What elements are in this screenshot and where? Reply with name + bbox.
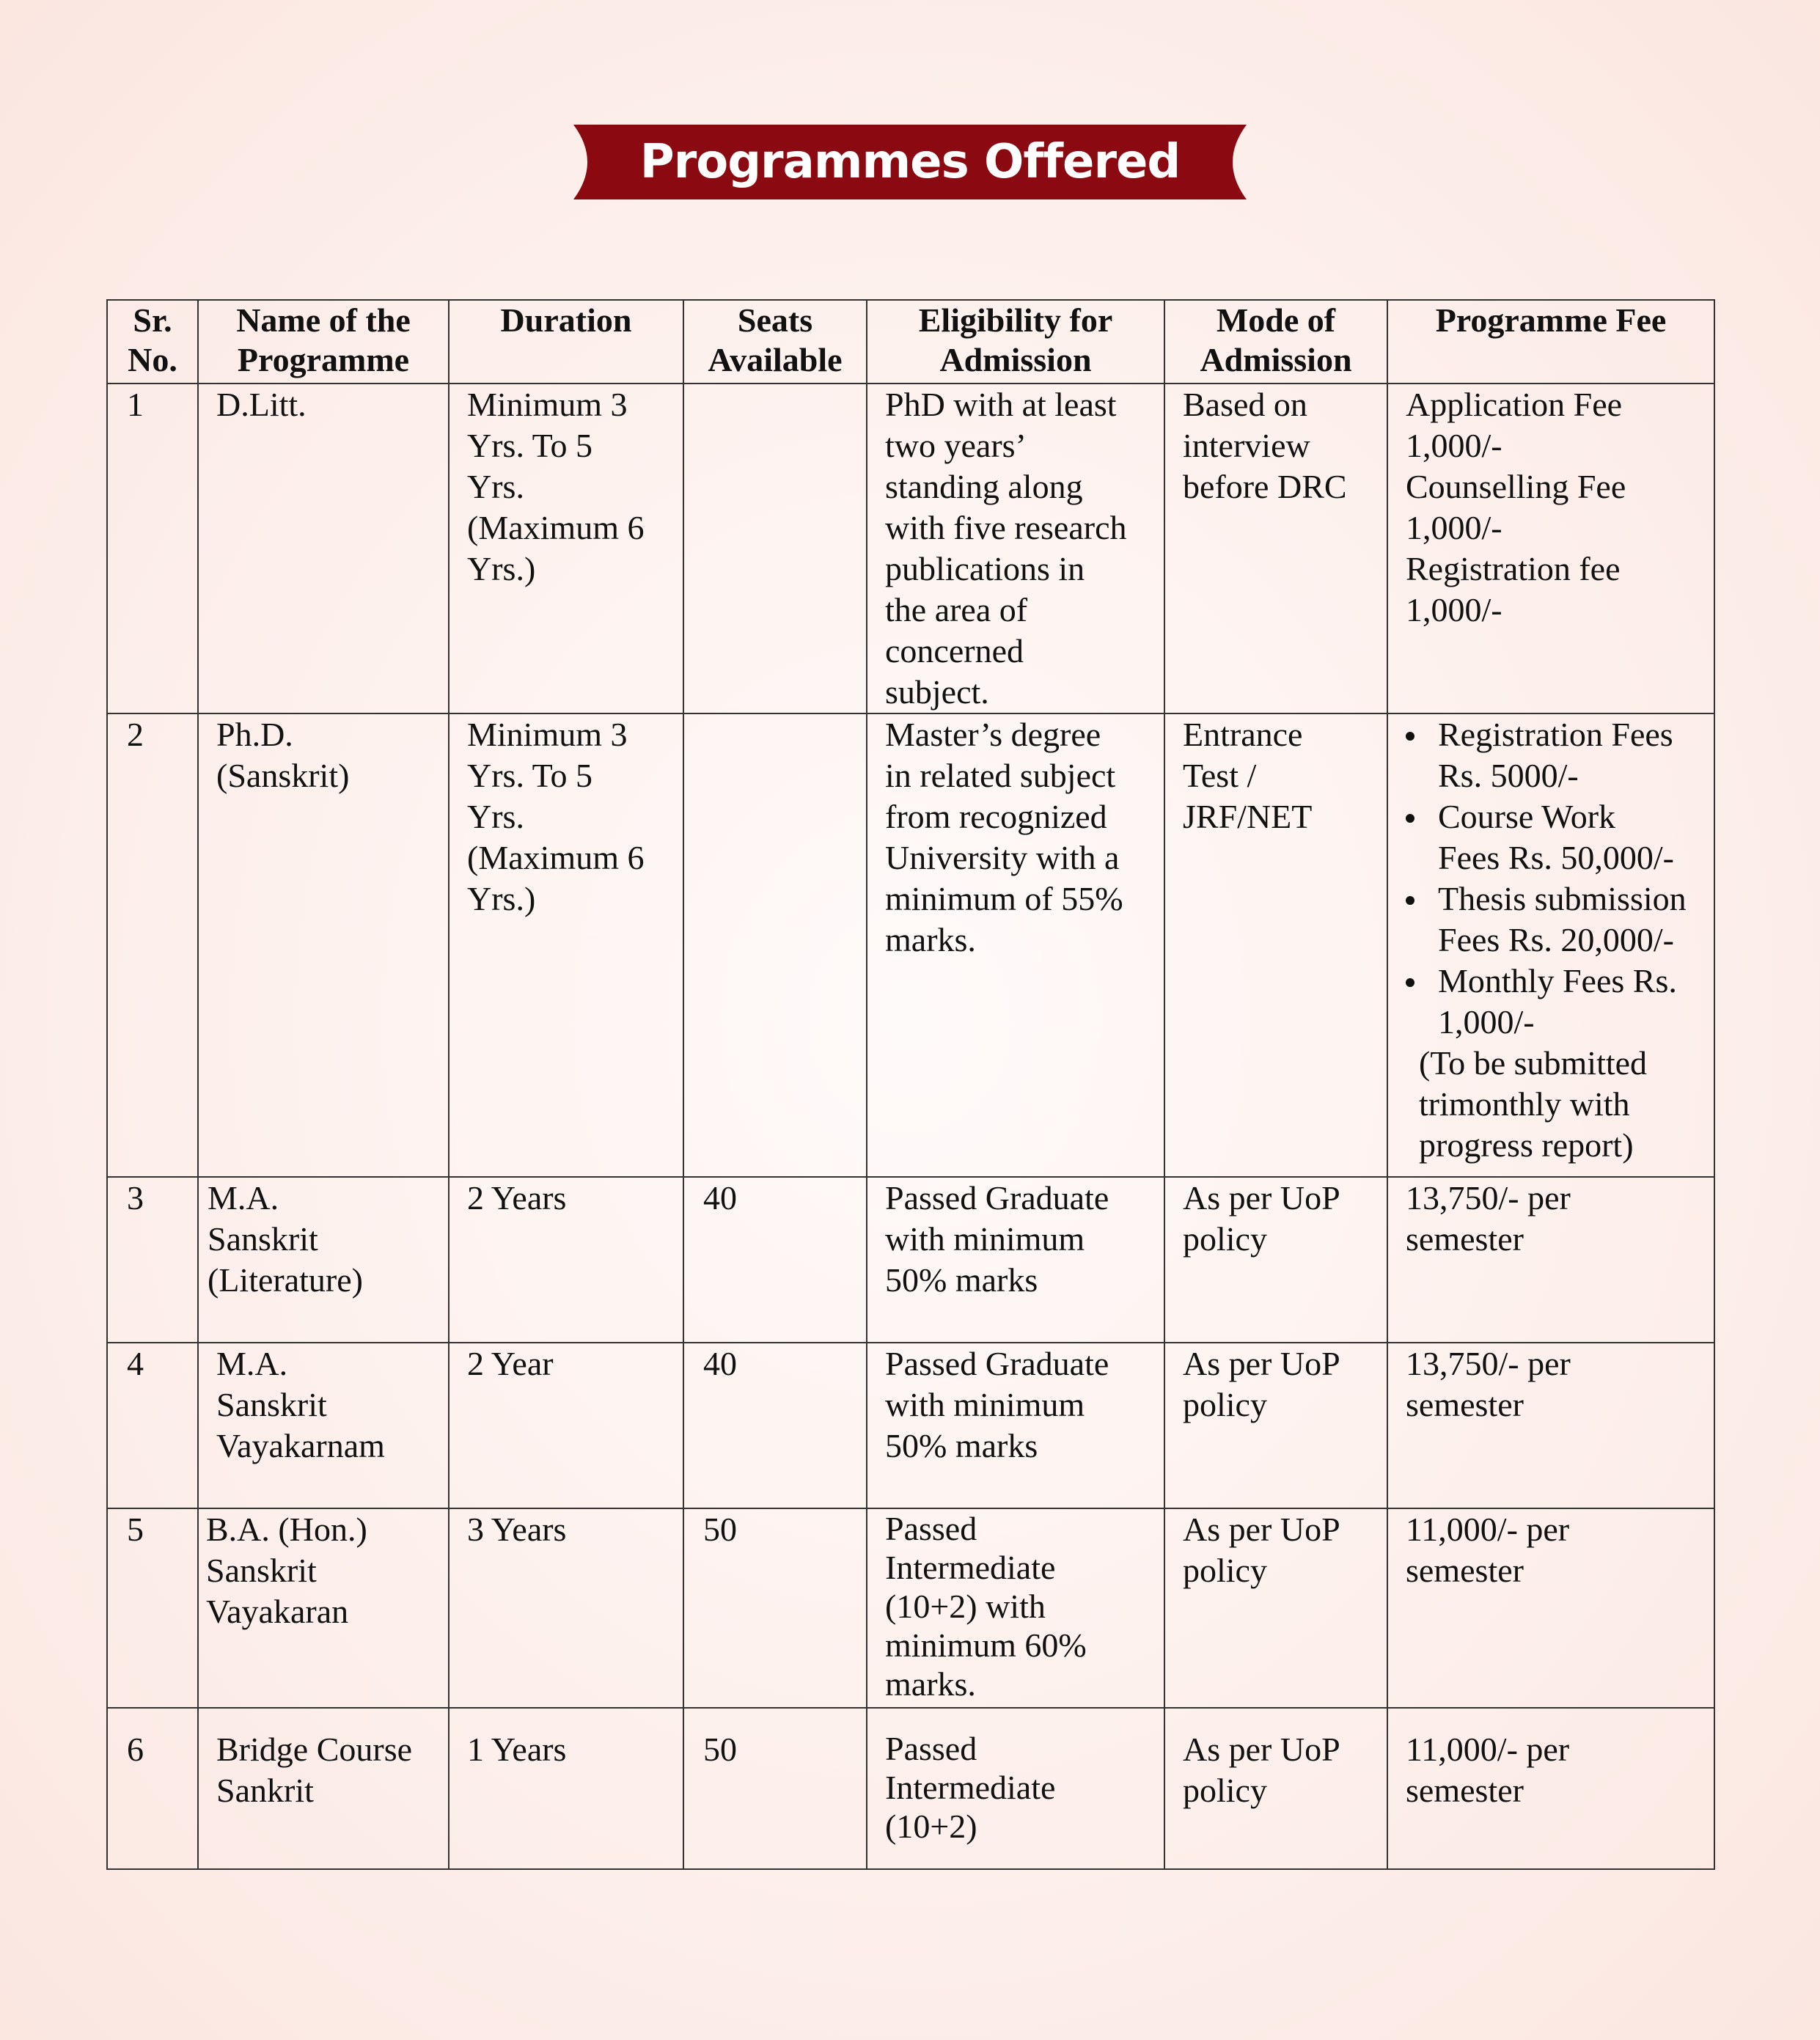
fee-list-item: Registration Fees Rs. 5000/- <box>1438 714 1700 796</box>
seats-cell <box>683 713 867 1177</box>
header-programme-name: Name of the Programme <box>198 300 449 384</box>
eligibility-cell: PhD with at least two years’ standing along with five research publications in the area of concerned subject. <box>867 384 1164 713</box>
table-row <box>107 1508 1714 1708</box>
header-seats: Seats Available <box>683 300 867 384</box>
mode-cell: As per UoP policy <box>1164 1177 1387 1343</box>
seats-cell: 50 <box>683 1508 867 1708</box>
table-row <box>107 713 1714 1177</box>
table-header-row <box>107 300 1714 384</box>
sr-no-cell: 1 <box>107 384 198 713</box>
mode-cell: As per UoP policy <box>1164 1508 1387 1708</box>
eligibility-cell: Passed Graduate with minimum 50% marks <box>867 1343 1164 1508</box>
table-row <box>107 384 1714 713</box>
duration-cell: 2 Year <box>449 1343 683 1508</box>
duration-cell: 3 Years <box>449 1508 683 1708</box>
sr-no-cell: 5 <box>107 1508 198 1708</box>
duration-cell: Minimum 3 Yrs. To 5 Yrs. (Maximum 6 Yrs.) <box>449 384 683 713</box>
programme-name-cell: M.A. Sanskrit Vayakarnam <box>198 1343 449 1508</box>
eligibility-cell: Passed Intermediate (10+2) <box>867 1708 1164 1869</box>
header-eligibility: Eligibility for Admission <box>867 300 1164 384</box>
fee-list <box>1394 714 1700 1043</box>
fee-cell: 13,750/- per semester <box>1387 1177 1714 1343</box>
programme-name-cell: Bridge Course Sankrit <box>198 1708 449 1869</box>
fee-list-item: Thesis submission Fees Rs. 20,000/- <box>1438 878 1700 961</box>
mode-cell: As per UoP policy <box>1164 1708 1387 1869</box>
seats-cell: 50 <box>683 1708 867 1869</box>
fee-list-item: Course Work Fees Rs. 50,000/- <box>1438 796 1700 878</box>
duration-cell: 2 Years <box>449 1177 683 1343</box>
mode-cell: Entrance Test / JRF/NET <box>1164 713 1387 1177</box>
seats-cell: 40 <box>683 1177 867 1343</box>
programme-name-cell: D.Litt. <box>198 384 449 713</box>
fee-list-item: Monthly Fees Rs. 1,000/- <box>1438 961 1700 1043</box>
mode-cell: Based on interview before DRC <box>1164 384 1387 713</box>
programme-name-cell: B.A. (Hon.) Sanskrit Vayakaran <box>198 1508 449 1708</box>
table-row <box>107 1177 1714 1343</box>
fee-note: (To be submitted trimonthly with progress report) <box>1419 1044 1648 1164</box>
fee-cell <box>1387 713 1714 1177</box>
eligibility-cell: Passed Intermediate (10+2) with minimum 60% marks. <box>867 1508 1164 1708</box>
programmes-table <box>106 299 1715 1870</box>
header-sr-no: Sr. No. <box>107 300 198 384</box>
programme-name-cell: M.A. Sanskrit (Literature) <box>198 1177 449 1343</box>
fee-cell: 11,000/- per semester <box>1387 1708 1714 1869</box>
sr-no-cell: 4 <box>107 1343 198 1508</box>
duration-cell: Minimum 3 Yrs. To 5 Yrs. (Maximum 6 Yrs.) <box>449 713 683 1177</box>
programme-name-cell: Ph.D. (Sanskrit) <box>198 713 449 1177</box>
mode-cell: As per UoP policy <box>1164 1343 1387 1508</box>
fee-cell: Application Fee 1,000/- Counselling Fee 1,000/- Registration fee 1,000/- <box>1387 384 1714 713</box>
duration-cell: 1 Years <box>449 1708 683 1869</box>
header-fee: Programme Fee <box>1387 300 1714 384</box>
seats-cell: 40 <box>683 1343 867 1508</box>
fee-cell: 11,000/- per semester <box>1387 1508 1714 1708</box>
header-mode: Mode of Admission <box>1164 300 1387 384</box>
sr-no-cell: 2 <box>107 713 198 1177</box>
eligibility-cell: Passed Graduate with minimum 50% marks <box>867 1177 1164 1343</box>
table-row <box>107 1708 1714 1869</box>
eligibility-cell: Master’s degree in related subject from recognized University with a minimum of 55% marks. <box>867 713 1164 1177</box>
header-duration: Duration <box>449 300 683 384</box>
fee-cell: 13,750/- per semester <box>1387 1343 1714 1508</box>
sr-no-cell: 6 <box>107 1708 198 1869</box>
page-title: Programmes Offered <box>639 135 1181 189</box>
sr-no-cell: 3 <box>107 1177 198 1343</box>
table-row <box>107 1343 1714 1508</box>
title-banner <box>573 125 1247 199</box>
seats-cell <box>683 384 867 713</box>
